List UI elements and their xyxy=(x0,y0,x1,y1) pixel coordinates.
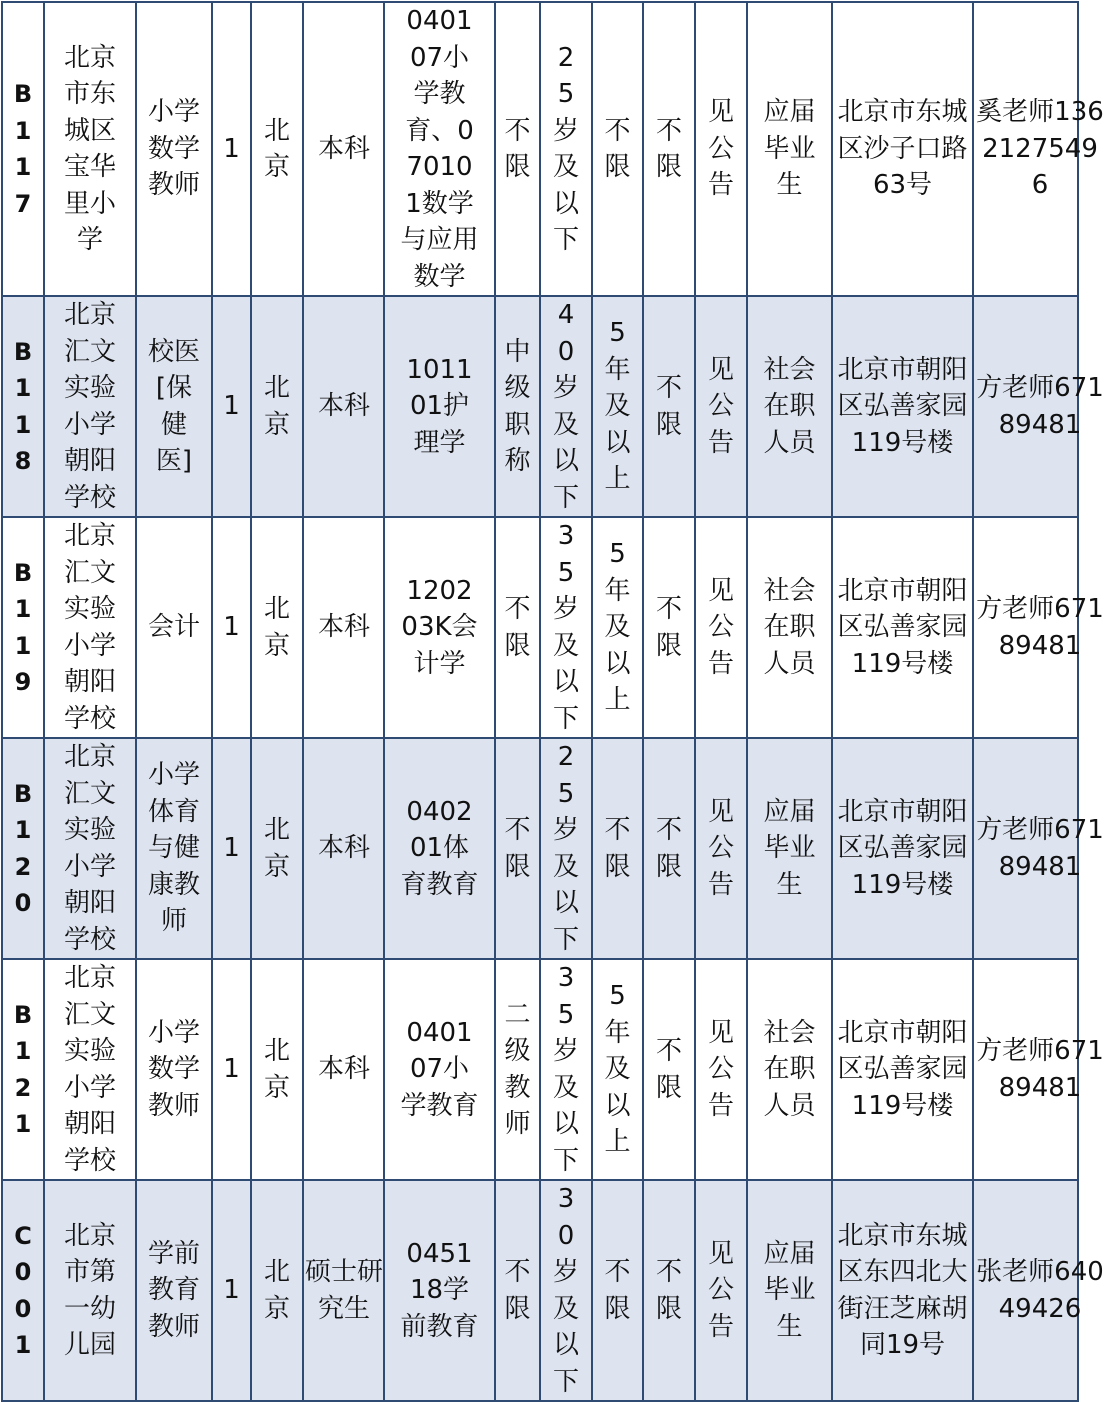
position-cell-text: 学前教育教师 xyxy=(147,1238,200,1342)
other-cell-text: 不限 xyxy=(655,1257,682,1324)
location-cell-text: 北京 xyxy=(263,815,290,882)
other-cell xyxy=(643,1180,695,1401)
contact-cell-text: 方老师67189481 xyxy=(976,373,1104,440)
address-cell xyxy=(832,2,973,296)
title-cell-text: 中级职称 xyxy=(504,336,531,476)
age-cell-text: 40岁及以下 xyxy=(552,300,579,513)
experience-cell xyxy=(592,738,643,959)
position-cell-text: 会计 xyxy=(147,612,200,643)
other-cell-text: 不限 xyxy=(655,373,682,440)
position-cell-text: 小学体育与健康教师 xyxy=(147,760,200,937)
location-cell-text: 北京 xyxy=(263,594,290,661)
count-cell-text: 1 xyxy=(223,1054,240,1085)
contact-cell-text: 奚老师13621275496 xyxy=(976,97,1104,201)
age-cell-text: 35岁及以下 xyxy=(552,963,579,1176)
education-cell xyxy=(303,517,384,738)
unit-cell xyxy=(44,517,136,738)
location-cell-text: 北京 xyxy=(263,373,290,440)
position-cell-text: 小学数学教师 xyxy=(147,1017,200,1121)
position-cell xyxy=(136,959,212,1180)
address-cell-text: 北京市朝阳区弘善家园119号楼 xyxy=(837,796,968,900)
source-cell-text: 社会在职人员 xyxy=(763,1017,816,1121)
unit-cell-text: 北京汇文实验小学朝阳学校 xyxy=(63,963,116,1176)
education-cell-text: 本科 xyxy=(317,833,370,864)
location-cell xyxy=(251,738,303,959)
address-cell-text: 北京市朝阳区弘善家园119号楼 xyxy=(837,1017,968,1121)
code-cell-text: B121 xyxy=(13,1000,33,1138)
location-cell xyxy=(251,296,303,517)
education-cell xyxy=(303,738,384,959)
contact-cell xyxy=(973,517,1104,738)
location-cell-text: 北京 xyxy=(263,1257,290,1324)
count-cell-text: 1 xyxy=(223,612,240,643)
age-cell-text: 35岁及以下 xyxy=(552,521,579,734)
location-cell-text: 北京 xyxy=(263,1036,290,1103)
major-cell-text: 040107小学教育 xyxy=(400,1017,479,1121)
source-cell xyxy=(747,517,832,738)
unit-cell xyxy=(44,959,136,1180)
code-cell xyxy=(2,2,44,296)
major-cell-text: 120203K会计学 xyxy=(401,575,478,679)
address-cell xyxy=(832,517,973,738)
experience-cell-text: 5年及以上 xyxy=(604,318,631,495)
address-cell-text: 北京市朝阳区弘善家园119号楼 xyxy=(837,354,968,458)
other-cell-text: 不限 xyxy=(655,815,682,882)
title-cell xyxy=(495,738,540,959)
contact-cell-text: 张老师64049426 xyxy=(976,1257,1104,1324)
position-cell-text: 校医[保健医] xyxy=(147,336,200,476)
position-cell xyxy=(136,738,212,959)
address-cell-text: 北京市东城区沙子口路63号 xyxy=(837,97,968,201)
contact-cell xyxy=(973,296,1104,517)
requirement-cell xyxy=(695,1180,747,1401)
education-cell-text: 本科 xyxy=(317,1054,370,1085)
requirement-cell-text: 见公告 xyxy=(707,796,734,900)
title-cell xyxy=(495,1180,540,1401)
education-cell xyxy=(303,959,384,1180)
position-cell xyxy=(136,2,212,296)
source-cell-text: 应届毕业生 xyxy=(763,1238,816,1342)
table-row xyxy=(2,738,1078,959)
contact-cell xyxy=(973,959,1104,1180)
requirement-cell xyxy=(695,296,747,517)
other-cell xyxy=(643,296,695,517)
major-cell xyxy=(384,517,495,738)
location-cell xyxy=(251,2,303,296)
age-cell xyxy=(540,2,592,296)
location-cell xyxy=(251,1180,303,1401)
other-cell xyxy=(643,738,695,959)
major-cell xyxy=(384,2,495,296)
experience-cell-text: 不限 xyxy=(604,1257,631,1324)
table-row xyxy=(2,517,1078,738)
requirement-cell xyxy=(695,517,747,738)
experience-cell-text: 不限 xyxy=(604,815,631,882)
unit-cell-text: 北京汇文实验小学朝阳学校 xyxy=(63,742,116,955)
address-cell xyxy=(832,738,973,959)
position-cell xyxy=(136,296,212,517)
requirement-cell xyxy=(695,738,747,959)
title-cell xyxy=(495,2,540,296)
contact-cell xyxy=(973,1180,1104,1401)
code-cell xyxy=(2,1180,44,1401)
code-cell-text: B118 xyxy=(13,337,33,475)
experience-cell xyxy=(592,296,643,517)
age-cell xyxy=(540,1180,592,1401)
experience-cell xyxy=(592,517,643,738)
contact-cell-text: 方老师67189481 xyxy=(976,1036,1104,1103)
education-cell xyxy=(303,1180,384,1401)
title-cell-text: 不限 xyxy=(504,594,531,661)
source-cell-text: 应届毕业生 xyxy=(763,796,816,900)
location-cell-text: 北京 xyxy=(263,115,290,182)
position-cell xyxy=(136,1180,212,1401)
source-cell xyxy=(747,296,832,517)
source-cell xyxy=(747,2,832,296)
major-cell-text: 045118学前教育 xyxy=(400,1238,479,1342)
title-cell xyxy=(495,959,540,1180)
location-cell xyxy=(251,959,303,1180)
experience-cell xyxy=(592,959,643,1180)
title-cell-text: 不限 xyxy=(504,1257,531,1324)
count-cell xyxy=(212,296,251,517)
job-table xyxy=(1,1,1104,1402)
count-cell xyxy=(212,2,251,296)
contact-cell xyxy=(973,738,1104,959)
count-cell xyxy=(212,738,251,959)
address-cell xyxy=(832,959,973,1180)
location-cell xyxy=(251,517,303,738)
age-cell xyxy=(540,738,592,959)
address-cell xyxy=(832,1180,973,1401)
other-cell xyxy=(643,517,695,738)
count-cell xyxy=(212,959,251,1180)
age-cell xyxy=(540,296,592,517)
age-cell xyxy=(540,517,592,738)
source-cell-text: 社会在职人员 xyxy=(763,575,816,679)
age-cell xyxy=(540,959,592,1180)
code-cell-text: B119 xyxy=(13,558,33,696)
experience-cell-text: 5年及以上 xyxy=(604,981,631,1158)
count-cell-text: 1 xyxy=(223,391,240,422)
unit-cell-text: 北京汇文实验小学朝阳学校 xyxy=(63,300,116,513)
code-cell xyxy=(2,517,44,738)
other-cell-text: 不限 xyxy=(655,1036,682,1103)
title-cell-text: 不限 xyxy=(504,115,531,182)
count-cell xyxy=(212,517,251,738)
major-cell-text: 040107小学教育、070101数学与应用数学 xyxy=(400,6,479,292)
requirement-cell xyxy=(695,959,747,1180)
education-cell-text: 本科 xyxy=(317,391,370,422)
unit-cell xyxy=(44,2,136,296)
unit-cell-text: 北京市第一幼儿园 xyxy=(63,1220,116,1360)
address-cell xyxy=(832,296,973,517)
count-cell-text: 1 xyxy=(223,1275,240,1306)
major-cell xyxy=(384,959,495,1180)
unit-cell-text: 北京市东城区宝华里小学 xyxy=(63,42,116,255)
other-cell xyxy=(643,2,695,296)
source-cell-text: 应届毕业生 xyxy=(763,97,816,201)
other-cell-text: 不限 xyxy=(655,594,682,661)
education-cell-text: 本科 xyxy=(317,133,370,164)
table-body xyxy=(2,2,1104,1401)
title-cell-text: 不限 xyxy=(504,815,531,882)
code-cell xyxy=(2,959,44,1180)
source-cell xyxy=(747,738,832,959)
experience-cell xyxy=(592,1180,643,1401)
requirement-cell-text: 见公告 xyxy=(707,354,734,458)
source-cell xyxy=(747,1180,832,1401)
requirement-cell xyxy=(695,2,747,296)
major-cell xyxy=(384,738,495,959)
experience-cell-text: 5年及以上 xyxy=(604,539,631,716)
unit-cell xyxy=(44,1180,136,1401)
experience-cell-text: 不限 xyxy=(604,115,631,182)
source-cell-text: 社会在职人员 xyxy=(763,354,816,458)
education-cell xyxy=(303,296,384,517)
table-row xyxy=(2,296,1078,517)
education-cell-text: 硕士研究生 xyxy=(304,1257,383,1324)
position-cell xyxy=(136,517,212,738)
other-cell-text: 不限 xyxy=(655,115,682,182)
education-cell-text: 本科 xyxy=(317,612,370,643)
experience-cell xyxy=(592,2,643,296)
education-cell xyxy=(303,2,384,296)
count-cell-text: 1 xyxy=(223,133,240,164)
requirement-cell-text: 见公告 xyxy=(707,575,734,679)
major-cell-text: 040201体育教育 xyxy=(400,796,479,900)
major-cell xyxy=(384,296,495,517)
count-cell-text: 1 xyxy=(223,833,240,864)
code-cell-text: C001 xyxy=(14,1221,32,1359)
title-cell xyxy=(495,296,540,517)
table-row xyxy=(2,959,1078,1180)
table-row xyxy=(2,1180,1078,1401)
major-cell-text: 101101护理学 xyxy=(406,354,473,458)
contact-cell-text: 方老师67189481 xyxy=(976,594,1104,661)
count-cell xyxy=(212,1180,251,1401)
contact-cell xyxy=(973,2,1104,296)
requirement-cell-text: 见公告 xyxy=(707,97,734,201)
code-cell-text: B117 xyxy=(13,80,33,218)
address-cell-text: 北京市东城区东四北大街汪芝麻胡同19号 xyxy=(837,1220,968,1360)
age-cell-text: 25岁及以下 xyxy=(552,42,579,255)
code-cell-text: B120 xyxy=(13,779,33,917)
unit-cell xyxy=(44,296,136,517)
requirement-cell-text: 见公告 xyxy=(707,1238,734,1342)
title-cell xyxy=(495,517,540,738)
age-cell-text: 25岁及以下 xyxy=(552,742,579,955)
unit-cell xyxy=(44,738,136,959)
source-cell xyxy=(747,959,832,1180)
contact-cell-text: 方老师67189481 xyxy=(976,815,1104,882)
table-row xyxy=(2,2,1078,296)
other-cell xyxy=(643,959,695,1180)
code-cell xyxy=(2,296,44,517)
title-cell-text: 二级教师 xyxy=(504,999,531,1139)
age-cell-text: 30岁及以下 xyxy=(552,1184,579,1397)
code-cell xyxy=(2,738,44,959)
major-cell xyxy=(384,1180,495,1401)
position-cell-text: 小学数学教师 xyxy=(147,97,200,201)
address-cell-text: 北京市朝阳区弘善家园119号楼 xyxy=(837,575,968,679)
unit-cell-text: 北京汇文实验小学朝阳学校 xyxy=(63,521,116,734)
requirement-cell-text: 见公告 xyxy=(707,1017,734,1121)
